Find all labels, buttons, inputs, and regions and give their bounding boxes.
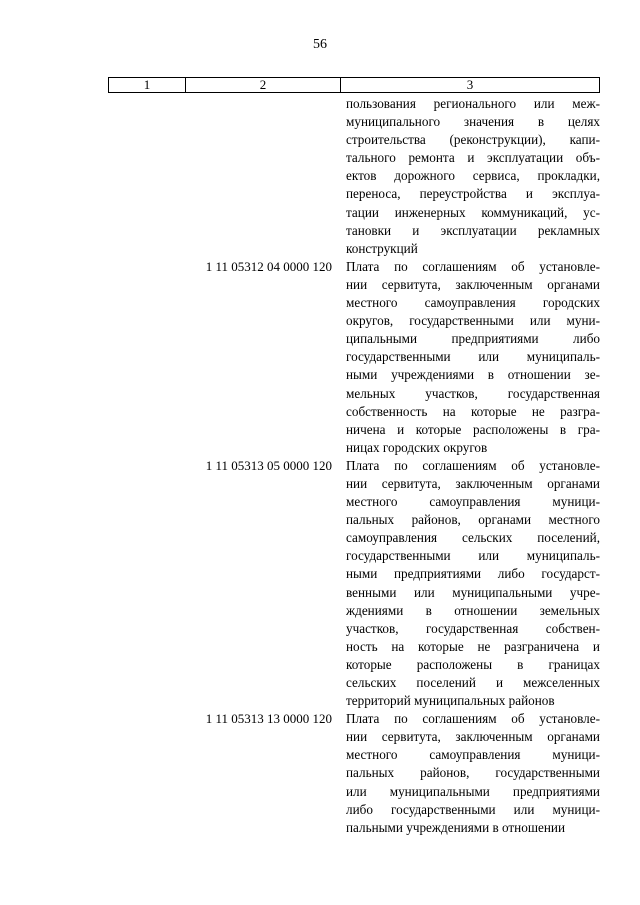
description-line: собственность на которые не разгра- — [346, 403, 600, 419]
column-header-3: 3 — [466, 77, 474, 92]
budget-code-cell: 1 11 05312 04 0000 120 — [205, 258, 332, 274]
description-line: или муниципальными предприятиями — [346, 783, 600, 799]
description-line: венными или муниципальными учре- — [346, 584, 600, 600]
table-body — [108, 95, 600, 837]
table-row — [108, 710, 600, 837]
description-line: округов, государственными или муни- — [346, 313, 600, 329]
description-line: ждениями в отношении земельных — [346, 602, 600, 618]
description-line: Плата по соглашениям об установле- — [346, 711, 600, 727]
description-line: сельских поселений и межселенных — [346, 675, 600, 690]
description-line: либо государственными или муници- — [346, 801, 600, 817]
budget-code-cell: 1 11 05313 13 0000 120 — [205, 711, 332, 727]
description-line: пальных районов, государственными — [346, 765, 600, 781]
description-line: тального ремонта и эксплуатации объ- — [346, 150, 600, 166]
description-cell — [340, 258, 600, 457]
description-line: самоуправления сельских поселений, — [346, 530, 600, 546]
description-line: мельных участков, государственная — [346, 385, 600, 401]
table-row — [108, 95, 600, 258]
description-line: строительства (реконструкции), капи- — [346, 132, 600, 148]
description-line: муниципального значения в целях — [346, 114, 600, 130]
description-line: государственными или муниципаль- — [346, 349, 600, 365]
description-line: нии сервитута, заключенным органами — [346, 276, 600, 292]
description-line: тации инженерных коммуникаций, ус- — [346, 204, 600, 220]
description-line: ницах городских округов — [346, 439, 488, 455]
description-line: пользования регионального или меж- — [346, 96, 600, 111]
description-line: пальными учреждениями в отношении — [346, 819, 566, 835]
description-line: Плата по соглашениям об установле- — [346, 258, 600, 274]
description-line: переноса, переустройства и эксплуа- — [346, 186, 600, 202]
description-line: тановки и эксплуатации рекламных — [346, 222, 600, 238]
description-line: территорий муниципальных районов — [346, 693, 555, 709]
page-number: 56 — [313, 37, 327, 52]
description-line: Плата по соглашениям об установле- — [346, 457, 600, 473]
description-line: нии сервитута, заключенным органами — [346, 729, 600, 745]
description-cell — [340, 710, 600, 837]
description-line: участков, государственная собствен- — [346, 620, 600, 636]
description-cell — [340, 95, 600, 258]
description-line: местного самоуправления муници- — [346, 747, 600, 763]
table-row — [108, 258, 600, 457]
description-line: ципальными предприятиями либо — [346, 331, 600, 347]
table-header-row — [108, 77, 600, 93]
description-line: ничена и которые расположены в гра- — [346, 421, 600, 437]
description-cell — [340, 457, 600, 710]
description-line: местного самоуправления городских — [346, 295, 600, 311]
description-line: пальных районов, органами местного — [346, 512, 600, 528]
column-header-2: 2 — [186, 78, 341, 92]
description-line: местного самоуправления муници- — [346, 494, 600, 510]
description-line: ектов дорожного сервиса, прокладки, — [346, 168, 600, 184]
table-row — [108, 457, 600, 710]
description-line: государственными или муниципаль- — [346, 548, 600, 564]
description-line: нии сервитута, заключенным органами — [346, 475, 600, 491]
description-line: ными учреждениями в отношении зе- — [346, 367, 600, 383]
column-header-1: 1 — [109, 78, 186, 92]
budget-code-cell: 1 11 05313 05 0000 120 — [205, 457, 332, 473]
description-line: которые расположены в границах — [346, 656, 600, 672]
description-line: конструкций — [346, 240, 418, 256]
description-line: ность на которые не разграничена и — [346, 638, 600, 654]
description-line: ными предприятиями либо государст- — [346, 566, 600, 582]
